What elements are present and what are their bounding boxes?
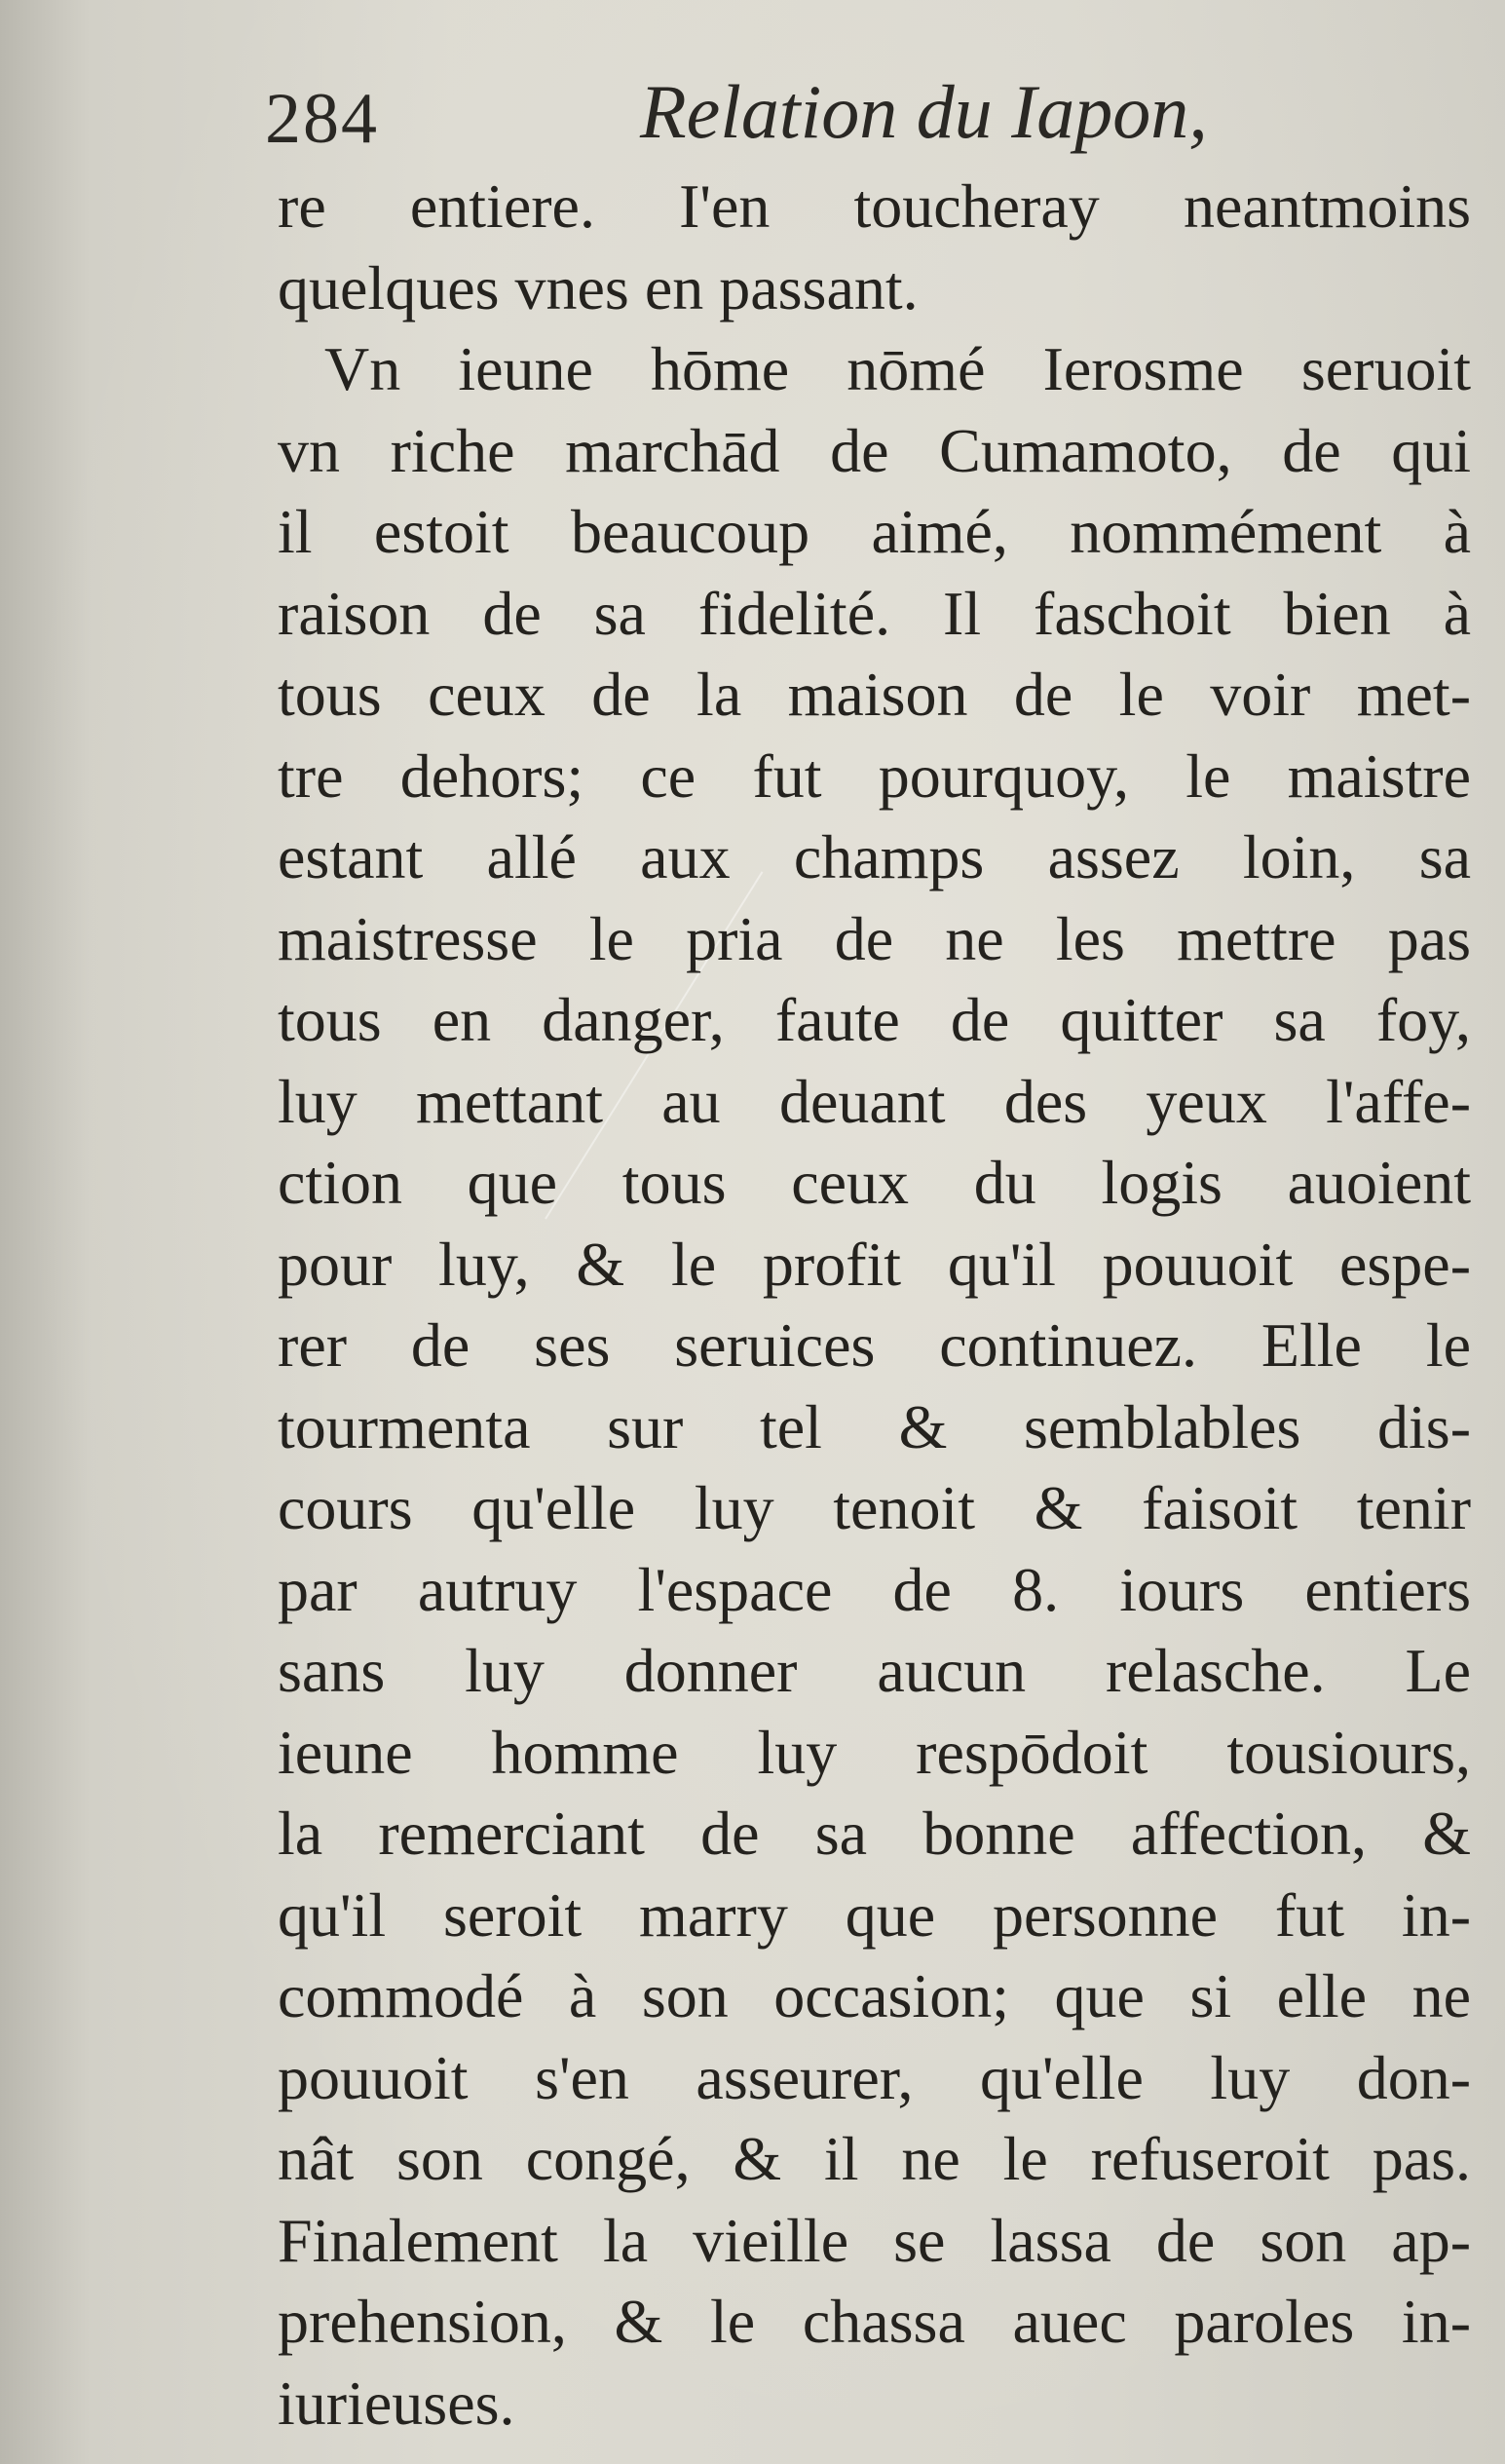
text-line: prehension, & le chassa auec paroles in- [278,2287,1471,2356]
text-line: il estoit beaucoup aimé, nommément à [278,497,1471,566]
text-line: luy mettant au deuant des yeux l'affe- [278,1066,1471,1136]
text-line: quelques vnes en passant. [278,252,919,322]
text-line: Vn ieune hōme nōmé Ierosme seruoit [324,334,1471,403]
text-line: iurieuses. [278,2368,515,2438]
text-line: maistresse le pria de ne les mettre pas [278,903,1471,973]
text-line: tre dehors; ce fut pourquoy, le maistre [278,740,1471,811]
body-text [278,166,1471,2444]
page-header [265,60,1483,168]
text-line: ction que tous ceux du logis auoient [278,1148,1471,1217]
text-line: tourmenta sur tel & semblables dis- [278,1391,1471,1461]
text-line: nât son congé, & il ne le refuseroit pas. [278,2124,1471,2193]
text-line: ieune homme luy respōdoit tousiours, [278,1717,1471,1787]
text-line: vn riche marchād de Cumamoto, de qui [278,415,1471,485]
text-line: Finalement la vieille se lassa de son ap- [278,2205,1471,2275]
running-title: Relation du Iapon, [640,69,1208,154]
text-line: la remerciant de sa bonne affection, & [278,1799,1471,1868]
text-line: qu'il seroit marry que personne fut in- [278,1879,1471,1950]
text-line: sans luy donner aucun relasche. Le [278,1636,1471,1705]
text-line: re entiere. I'en toucheray neantmoins [278,171,1471,241]
text-line: estant allé aux champs assez loin, sa [278,822,1471,891]
text-line: rer de ses seruices continuez. Elle le [278,1310,1471,1380]
text-line: pouuoit s'en asseurer, qu'elle luy don- [278,2042,1471,2112]
text-line: pour luy, & le profit qu'il pouuoit espe- [278,1229,1471,1299]
text-line: tous en danger, faute de quitter sa foy, [278,985,1471,1054]
text-line: raison de sa fidelité. Il faschoit bien à [278,578,1471,648]
text-line: tous ceux de la maison de le voir met- [278,660,1471,729]
text-line: commodé à son occasion; que si elle ne [278,1961,1471,2030]
page-number: 284 [265,79,379,159]
text-line: par autruy l'espace de 8. iours entiers [278,1554,1471,1624]
text-line: cours qu'elle luy tenoit & faisoit tenir [278,1473,1471,1542]
